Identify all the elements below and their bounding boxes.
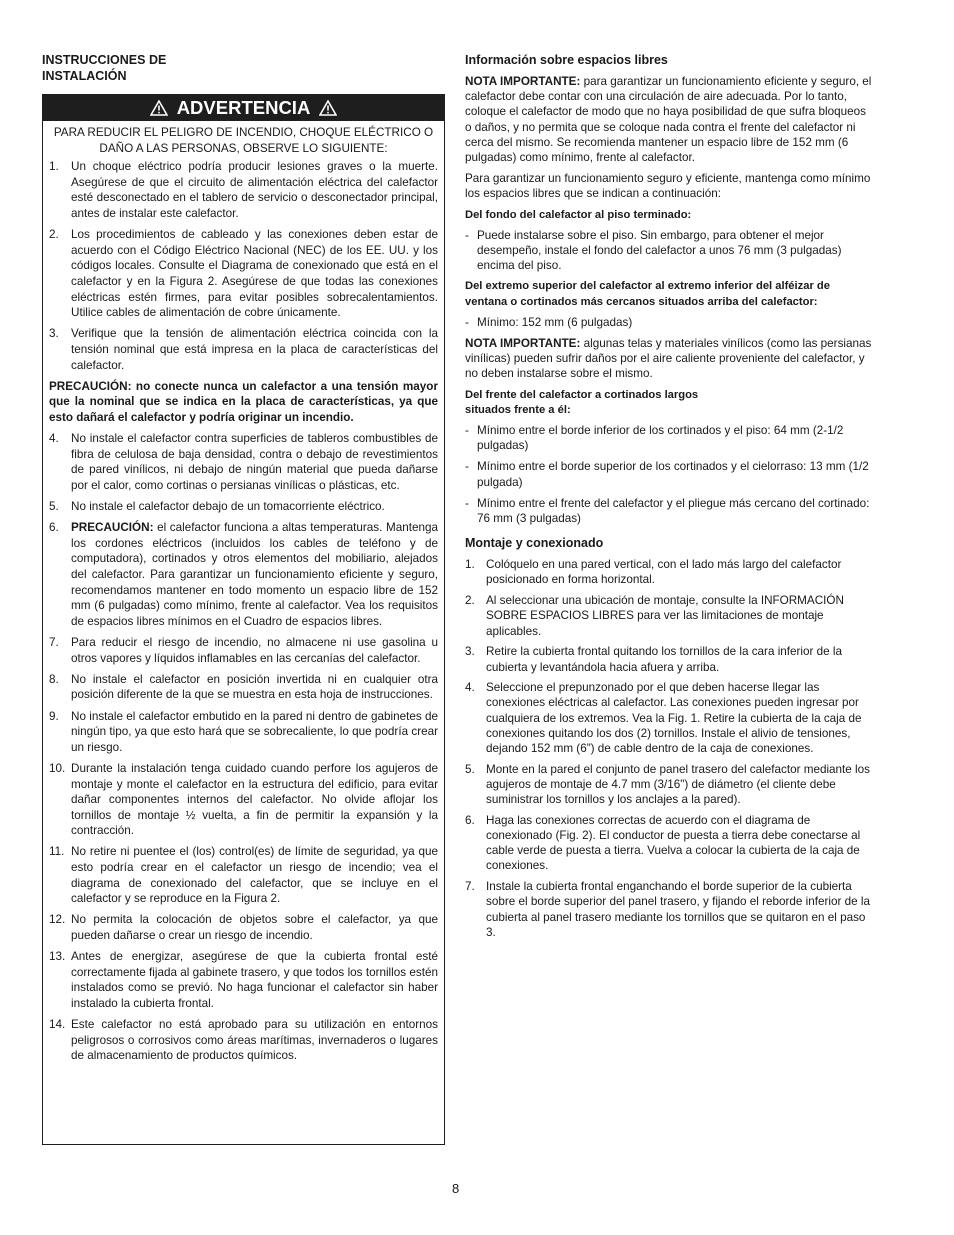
note-label: NOTA IMPORTANTE: [465,75,581,88]
step-number: 4. [465,681,475,695]
note-important-2 [465,336,875,382]
installation-title [42,53,445,84]
item-number: 7. [49,635,59,649]
clearance-item [465,315,875,330]
right-column [465,53,875,945]
installation-title-line-1: INSTRUCCIONES DE [42,53,167,67]
item-text [71,844,438,906]
item-number: 10. [49,761,66,775]
warning-intro: PARA REDUCIR EL PELIGRO DE INCENDIO, CHOQUE ELÉCTRICO O DAÑO A LAS PERSONAS, OBSERVE LO SIGUIENTE: [53,126,434,155]
clearance-text: Puede instalarse sobre el piso. Sin embargo, para obtener el mejor desempeño, instale el fondo del calefactor a unos 76 mm (3 pulgadas) encima del piso. [477,228,842,273]
subheading-curtains: Del frente del calefactor a cortinados largos situados frente a él: [465,388,699,416]
step-text: Retire la cubierta frontal quitando los tornillos de la cara inferior de la cubierta y levantándola hacia afuera y arriba. [486,645,843,674]
clearance-text: Mínimo entre el borde inferior de los cortinados y el piso: 64 mm (2-1/2 pulgadas) [477,424,844,453]
mounting-list [465,557,875,940]
warning-list-b [49,431,438,1064]
item-body: No permita la colocación de objetos sobre el calefactor, ya que pueden dañarse o crear un riesgo de incendio. [71,913,438,943]
warning-item [49,1017,438,1064]
note-label: NOTA IMPORTANTE: [465,337,581,351]
step-text: Al seleccionar una ubicación de montaje, consulte la INFORMACIÓN SOBRE ESPACIOS LIBRES para ver las limitaciones de montaje aplicables. [486,594,844,638]
note-text: para garantizar un funcionamiento eficiente y seguro, el calefactor debe contar con una circulación de aire adecuada. Por lo tanto, coloque el calefactor de modo que no haya posibilidad de que sufra bloqueos o daños, y no permita que se coloque nada contra el frente del calefactor ni cerca del mismo. Se recomienda mantener un espacio libre de 152 mm (6 pulgadas) como mínimo, frente al calefactor. [465,75,872,165]
step-text: Colóquelo en una pared vertical, con el lado más largo del calefactor posicionado en forma horizontal. [486,558,842,587]
window-clearance-list [465,315,875,330]
caution-text: PRECAUCIÓN: no conecte nunca un calefactor a una tensión mayor que la nominal que se indica en la placa de características, ya que esto dañará el calefactor y podría originar un incendio. [49,379,438,424]
item-text: Verifique que la tensión de alimentación eléctrica coincida con la tensión nominal que está impresa en la placa de características del calefactor. [71,327,438,372]
dash-bullet: - [465,424,469,438]
item-number: 4. [49,432,59,446]
item-body: Para reducir el riesgo de incendio, no almacene ni use gasolina u otros vapores y líquidos inflamables en las cercanías del calefactor. [71,635,438,665]
note-text: algunas telas y materiales vinílicos (como las persianas vinílicas) pueden sufrir daños por el aire caliente proveniente del calefactor, y no deben instalarse sobre el mismo. [465,337,872,381]
item-text [71,520,438,629]
item-number: 2. [49,228,59,242]
page-number: 8 [452,1181,460,1196]
warning-triangle-icon [319,100,337,116]
item-text [71,431,438,493]
mounting-step [465,762,875,808]
dash-bullet: - [465,228,469,242]
clearance-text: Mínimo entre el borde superior de los cortinados y el cielorraso: 13 mm (1/2 pulgada) [477,460,869,489]
warning-item [49,949,438,1011]
step-number: 7. [465,880,475,894]
step-number: 5. [465,762,475,776]
dash-bullet: - [465,460,469,474]
mounting-step [465,680,875,756]
warning-triangle-icon [150,100,168,116]
item-text [71,499,438,515]
item-number: 5. [49,500,59,514]
clearance-item [465,459,875,489]
step-number: 1. [465,558,475,572]
item-body: No retire ni puentee el (los) control(es) de límite de seguridad, ya que esto podría crear en el calefactor un riesgo de incendio; vea el diagrama de conexionado del calefactor, que se incluye en el calefactor y se reproduce en la Figura 2. [71,845,438,906]
clearance-intro: Para garantizar un funcionamiento seguro y eficiente, mantenga como mínimo los espacios libres que se indican a continuación: [465,172,871,201]
item-body: No instale el calefactor contra superficies de tableros combustibles de fibra de celulosa de baja densidad, contra o debajo de revestimientos de pared vinílicos, ni debajo de ningún material que pueda dañarse por el calor, como cortinas o persianas vinílicas o plásticas, etc. [71,432,438,492]
warning-item [49,159,438,221]
warning-item [49,227,438,321]
item-number: 11. [49,845,65,859]
item-text [71,1017,438,1064]
note-important-1 [465,74,875,165]
item-text [71,761,438,839]
mounting-step [465,593,875,639]
item-text [71,912,438,943]
subheading-window: Del extremo superior del calefactor al extremo inferior del alféizar de ventana o cortinados más cercanos situados arriba del calefactor: [465,280,830,308]
item-number: 8. [49,672,59,686]
item-number: 14. [49,1018,66,1032]
item-body: No instale el calefactor embutido en la pared ni dentro de gabinetes de ningún tipo, ya que esto hará que se sobrecaliente, lo que podría crear un riesgo. [71,709,438,754]
item-text [71,709,438,756]
left-column [42,53,445,1145]
warning-title: ADVERTENCIA [176,96,311,118]
floor-clearance-list [465,228,875,274]
warning-banner [42,94,445,121]
warning-box [42,121,445,1145]
clearance-text: Mínimo entre el frente del calefactor y el pliegue más cercano del cortinado: 76 mm (3 pulgadas) [477,496,870,526]
mounting-title: Montaje y conexionado [465,536,604,551]
step-number: 2. [465,594,475,608]
warning-item [49,912,438,943]
step-text: Seleccione el prepunzonado por el que deben hacerse llegar las conexiones eléctricas al calefactor. Las conexiones pueden ingresar por cualquiera de los extremos. Vea la Fig. 1. Retire la cubierta de la caja de conexiones quitando los dos (2) tornillos. Instale el alivio de tensiones, dejando 152 mm (6”) de cable dentro de la caja de conexiones. [486,681,862,756]
warning-item [49,635,438,666]
item-number: 12. [49,913,66,927]
item-number: 9. [49,709,59,723]
mounting-step [465,644,875,674]
item-body: el calefactor funciona a altas temperaturas. Mantenga los cordones eléctricos (incluidos los cables de teléfono y de computadora), cortinados y otros elementos del mobiliario, alejados del calefactor. Para garantizar un funcionamiento eficiente y seguro, recomendamos mantener en todo momento un espacio libre de 152 mm (6 pulgadas) como mínimo, frente al calefactor. Vea los requisitos de espacios libres mínimos en el Cuadro de espacios libres. [71,521,438,628]
item-text [71,672,438,703]
step-number: 6. [465,813,475,827]
curtain-clearance-list [465,423,875,526]
item-body: Este calefactor no está aprobado para su utilización en entornos peligrosos o corrosivos como áreas marítimas, invernaderos o lugares de almacenamiento de productos químicos. [71,1018,438,1063]
item-body: Durante la instalación tenga cuidado cuando perfore los agujeros de montaje y monte el calefactor en la estructura del edificio, para evitar dañar componentes internos del calefactor. No olvide aflojar los tornillos de montaje ½ vuelta, a fin de permitir la expansión y la contracción. [71,761,438,838]
warning-item [49,431,438,493]
step-text: Monte en la pared el conjunto de panel trasero del calefactor mediante los agujeros de montaje de 4.7 mm (3/16") de diámetro (el cliente debe suministrar los tornillos y los anclajes a la pared). [486,762,870,807]
clearance-item [465,423,875,453]
clearance-item [465,228,875,274]
clearance-item [465,496,875,526]
dash-bullet: - [465,315,469,329]
clearance-text: Mínimo: 152 mm (6 pulgadas) [477,315,633,329]
warning-item [49,499,438,515]
item-body: Antes de energizar, asegúrese de que la cubierta frontal esté correctamente fijada al gabinete trasero, y que todos los tornillos estén instalados como se previó. No haga funcionar el calefactor sin haber instalado la cubierta frontal. [71,950,438,1010]
warning-item [49,844,438,906]
warning-item [49,520,438,629]
mounting-step [465,813,875,874]
step-number: 3. [465,645,475,659]
mounting-step [465,557,875,587]
item-number: 6. [49,521,59,535]
item-number: 1. [49,160,59,174]
item-number: 13. [49,950,66,964]
item-text: Los procedimientos de cableado y las conexiones deben estar de acuerdo con el Código Eléctrico Nacional (NEC) de los EE. UU. y los códigos locales. Consulte el Diagrama de conexionado que está en el calefactor y en la Figura 2. Asegúrese de que todas las conexiones eléctricas estén firmes, para evitar posibles sobrecalentamientos. Utilice cables de alimentación de cobre únicamente. [71,228,438,320]
warning-list-a [49,159,438,373]
mounting-step [465,879,875,940]
subheading-floor: Del fondo del calefactor al piso terminado: [465,208,692,221]
item-body: No instale el calefactor debajo de un tomacorriente eléctrico. [71,500,385,514]
item-body: No instale el calefactor en posición invertida ni en cualquier otra posición diferente de la que se muestra en esta hoja de instrucciones. [71,672,438,702]
warning-item [49,761,438,839]
clearance-title: Información sobre espacios libres [465,53,668,67]
item-text [71,635,438,666]
item-text: Un choque eléctrico podría producir lesiones graves o la muerte. Asegúrese de que el circuito de alimentación eléctrica del calefactor esté desconectado en el tablero de servicio o desconectador principal, antes de instalar este calefactor. [71,160,438,220]
warning-item [49,326,438,373]
item-number: 3. [49,327,59,341]
step-text: Haga las conexiones correctas de acuerdo con el diagrama de conexionado (Fig. 2). El conductor de puesta a tierra debe conectarse al cable verde de puesta a tierra. Vuelva a colocar la cubierta de la caja de conexiones. [486,813,861,873]
step-text: Instale la cubierta frontal enganchando el borde superior de la cubierta sobre el borde superior del panel trasero, y fijando el reborde inferior de la cubierta al panel trasero mediante los tornillos que se quitaron en el paso 3. [486,880,870,939]
caution-label: PRECAUCIÓN: [71,521,154,535]
dash-bullet: - [465,496,469,510]
installation-title-line-2: INSTALACIÓN [42,68,127,83]
item-text [71,949,438,1011]
warning-item [49,709,438,756]
warning-item [49,672,438,703]
